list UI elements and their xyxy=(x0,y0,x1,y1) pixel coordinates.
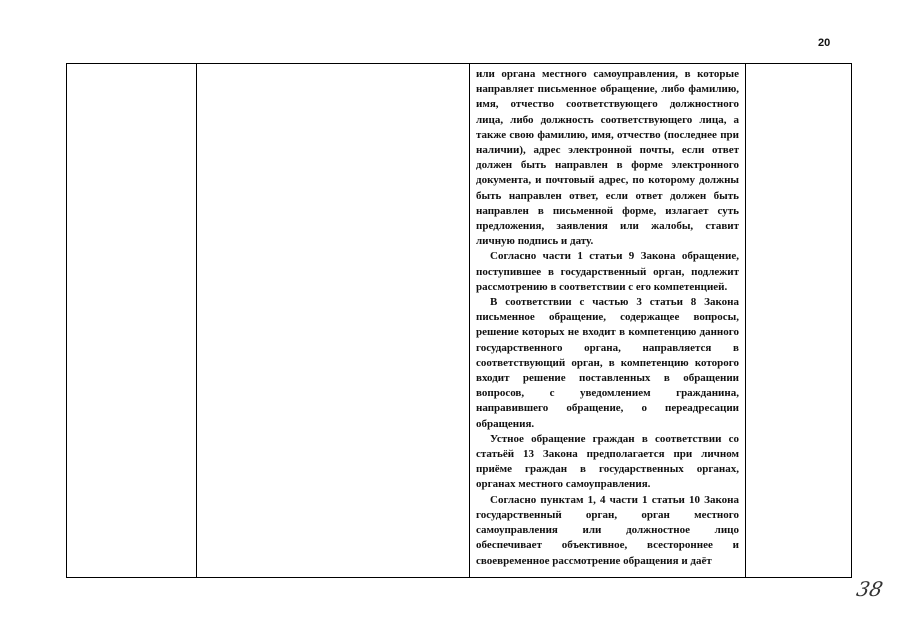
table-column-1 xyxy=(67,64,197,577)
table-column-3 xyxy=(470,64,746,577)
paragraph: В соответствии с частью 3 статьи 8 Закона письменное обращение, содержащее вопросы, решение которых не входит в компетенцию данного государственного органа, направляется в соответствующий орган, в компетенцию которого входит решение поставленных в обращении вопросов, с уведомлением гражданина, направившего обращение, о переадресации обращения. xyxy=(476,296,739,430)
paragraph: Согласно пунктам 1, 4 части 1 статьи 10 Закона государственный орган, орган местного самоуправления или должностное лицо обеспечивает объективное, всестороннее и своевременное рассмотрение обращения и даёт xyxy=(476,493,739,567)
table-column-4 xyxy=(746,64,851,577)
handwritten-page-number: 38 xyxy=(854,577,886,601)
paragraph: или органа местного самоуправления, в которые направляет письменное обращение, либо фамилию, имя, отчество соответствующего должностного лица, либо должность соответствующего лица, а также свою фамилию, имя, отчество (последнее при наличии), адрес электронной почты, если ответ должен быть направлен в форме электронного документа, и почтовый адрес, по которому должны быть направлен ответ, если ответ должен быть направлен в письменной форме, излагает суть предложения, заявления или жалобы, ставит личную подпись и дату. xyxy=(476,68,739,248)
column-3-text xyxy=(476,67,739,569)
table-column-2 xyxy=(197,64,470,577)
paragraph: Согласно части 1 статьи 9 Закона обращение, поступившее в государственный орган, подлежит рассмотрению в соответствии с его компетенцией. xyxy=(476,250,739,293)
page-number: 20 xyxy=(818,37,831,49)
document-table xyxy=(66,63,852,578)
paragraph: Устное обращение граждан в соответствии со статьёй 13 Закона предполагается при личном приёме граждан в государственных органах, органах местного самоуправления. xyxy=(476,432,739,491)
